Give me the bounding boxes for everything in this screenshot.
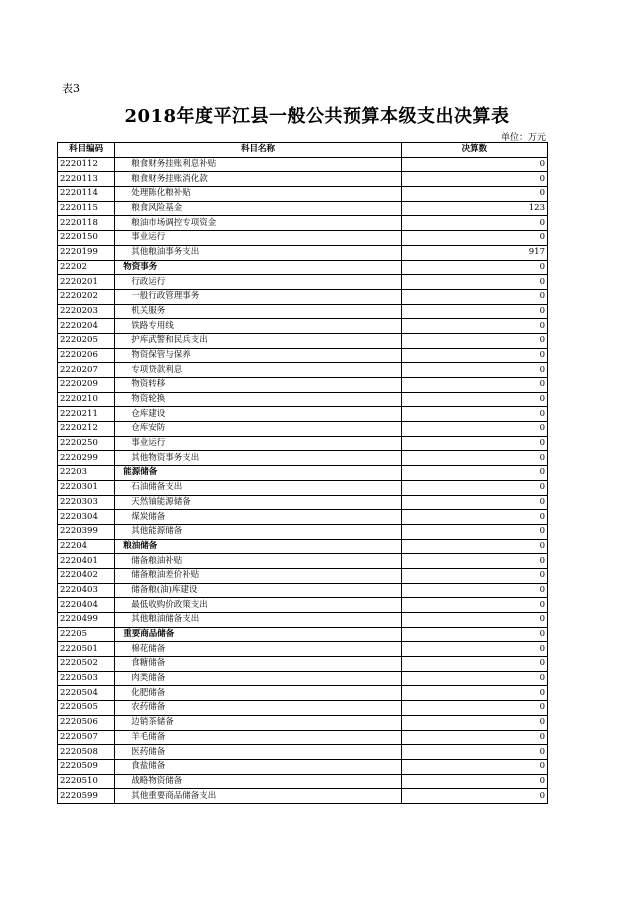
table-row [58,363,548,378]
table-row [58,701,548,716]
row-amount-cell: 0 [401,686,547,701]
row-name-cell: 物资保管与保养 [115,348,401,363]
row-name-cell: 护库武警和民兵支出 [115,333,401,348]
row-name-cell: 粮食财务挂账利息补贴 [115,157,401,172]
table-row [58,422,548,437]
table-row [58,583,548,598]
row-code-cell: 2220504 [58,686,115,701]
row-code-cell: 2220250 [58,436,115,451]
table-row [58,598,548,613]
row-code-cell: 2220112 [58,157,115,172]
table-header [58,143,548,158]
row-amount-cell: 0 [401,642,547,657]
row-code-cell: 2220510 [58,774,115,789]
table-row [58,275,548,290]
row-code-cell: 2220206 [58,348,115,363]
table-row [58,657,548,672]
row-amount-cell: 0 [401,216,547,231]
row-name-cell: 煤炭储备 [115,510,401,525]
row-code-cell: 22202 [58,260,115,275]
row-code-cell: 2220203 [58,304,115,319]
row-amount-cell: 0 [401,378,547,393]
row-amount-cell: 0 [401,495,547,510]
row-amount-cell: 0 [401,701,547,716]
row-amount-cell: 0 [401,172,547,187]
row-name-cell: 粮油市场调控专项资金 [115,216,401,231]
row-name-cell: 重要商品储备 [115,627,401,642]
page-title: 2018年度平江县一般公共预算本级支出决算表 [124,106,510,127]
row-amount-cell: 0 [401,187,547,202]
row-amount-cell: 0 [401,260,547,275]
row-amount-cell: 0 [401,157,547,172]
row-name-cell: 棉花储备 [115,642,401,657]
row-code-cell: 2220201 [58,275,115,290]
row-name-cell: 食糖储备 [115,657,401,672]
row-name-cell: 羊毛储备 [115,730,401,745]
row-name-cell: 边销茶储备 [115,715,401,730]
row-code-cell: 2220209 [58,378,115,393]
row-code-cell: 2220113 [58,172,115,187]
table-row [58,436,548,451]
row-code-cell: 2220508 [58,745,115,760]
row-name-cell: 储备粮油差价补贴 [115,568,401,583]
row-name-cell: 储备粮油补贴 [115,554,401,569]
row-amount-cell: 0 [401,319,547,334]
table-row [58,480,548,495]
budget-table [57,142,548,804]
row-code-cell: 2220204 [58,319,115,334]
row-amount-cell: 917 [401,245,547,260]
row-name-cell: 事业运行 [115,436,401,451]
row-amount-cell: 0 [401,407,547,422]
row-code-cell: 2220299 [58,451,115,466]
header-amount: 决算数 [401,143,547,158]
row-name-cell: 最低收购价政策支出 [115,598,401,613]
row-code-cell: 2220202 [58,289,115,304]
category-row [58,627,548,642]
row-name-cell: 肉类储备 [115,671,401,686]
row-code-cell: 2220399 [58,524,115,539]
row-name-cell: 粮食财务挂账消化款 [115,172,401,187]
table-row [58,789,548,804]
row-code-cell: 2220304 [58,510,115,525]
table-row [58,319,548,334]
table-row [58,495,548,510]
row-amount-cell: 0 [401,583,547,598]
row-amount-cell: 0 [401,333,547,348]
row-code-cell: 22204 [58,539,115,554]
row-code-cell: 2220118 [58,216,115,231]
table-row [58,745,548,760]
row-amount-cell: 0 [401,392,547,407]
table-number-label: 表3 [62,82,80,95]
row-name-cell: 其他粮油储备支出 [115,613,401,628]
table-row [58,392,548,407]
row-name-cell: 机关服务 [115,304,401,319]
row-name-cell: 物资转移 [115,378,401,393]
row-code-cell: 2220505 [58,701,115,716]
row-code-cell: 2220150 [58,231,115,246]
row-code-cell: 22203 [58,466,115,481]
table-row [58,451,548,466]
row-name-cell: 农药储备 [115,701,401,716]
table-row [58,613,548,628]
row-amount-cell: 0 [401,275,547,290]
row-amount-cell: 0 [401,789,547,804]
row-amount-cell: 0 [401,510,547,525]
row-amount-cell: 0 [401,715,547,730]
table-row [58,304,548,319]
table-row [58,157,548,172]
row-name-cell: 处理陈化粮补贴 [115,187,401,202]
row-code-cell: 2220114 [58,187,115,202]
table-row [58,671,548,686]
category-row [58,260,548,275]
row-name-cell: 一般行政管理事务 [115,289,401,304]
row-code-cell: 2220404 [58,598,115,613]
row-name-cell: 储备粮(油)库建设 [115,583,401,598]
row-amount-cell: 0 [401,466,547,481]
row-code-cell: 2220205 [58,333,115,348]
row-amount-cell: 0 [401,730,547,745]
row-code-cell: 2220502 [58,657,115,672]
table-row [58,289,548,304]
row-amount-cell: 0 [401,539,547,554]
table-row [58,231,548,246]
table-row [58,730,548,745]
row-name-cell: 化肥储备 [115,686,401,701]
row-code-cell: 2220401 [58,554,115,569]
row-name-cell: 铁路专用线 [115,319,401,334]
row-name-cell: 仓库建设 [115,407,401,422]
row-amount-cell: 0 [401,524,547,539]
table-row [58,568,548,583]
row-code-cell: 2220509 [58,759,115,774]
row-amount-cell: 0 [401,657,547,672]
table-row [58,216,548,231]
row-code-cell: 2220501 [58,642,115,657]
row-code-cell: 2220599 [58,789,115,804]
header-code: 科目编码 [58,143,115,158]
row-name-cell: 专项贷款利息 [115,363,401,378]
row-name-cell: 其他能源储备 [115,524,401,539]
row-amount-cell: 123 [401,201,547,216]
header-name: 科目名称 [115,143,401,158]
row-code-cell: 2220303 [58,495,115,510]
row-code-cell: 2220212 [58,422,115,437]
row-amount-cell: 0 [401,304,547,319]
row-name-cell: 医药储备 [115,745,401,760]
row-amount-cell: 0 [401,480,547,495]
table-row [58,759,548,774]
row-name-cell: 粮油储备 [115,539,401,554]
table-row [58,510,548,525]
row-name-cell: 仓库安防 [115,422,401,437]
row-name-cell: 天然铀能源储备 [115,495,401,510]
table-row [58,378,548,393]
table-row [58,407,548,422]
table-row [58,245,548,260]
row-amount-cell: 0 [401,422,547,437]
table-row [58,554,548,569]
table-row [58,774,548,789]
row-code-cell: 2220499 [58,613,115,628]
row-code-cell: 2220211 [58,407,115,422]
row-amount-cell: 0 [401,671,547,686]
row-code-cell: 2220115 [58,201,115,216]
row-amount-cell: 0 [401,451,547,466]
row-amount-cell: 0 [401,231,547,246]
row-name-cell: 粮食风险基金 [115,201,401,216]
row-name-cell: 事业运行 [115,231,401,246]
row-amount-cell: 0 [401,627,547,642]
row-amount-cell: 0 [401,745,547,760]
row-amount-cell: 0 [401,759,547,774]
row-code-cell: 2220503 [58,671,115,686]
row-code-cell: 2220507 [58,730,115,745]
table-row [58,686,548,701]
table-row [58,715,548,730]
row-amount-cell: 0 [401,568,547,583]
header-row [58,143,548,158]
row-amount-cell: 0 [401,348,547,363]
table-row [58,333,548,348]
row-amount-cell: 0 [401,363,547,378]
table-row [58,187,548,202]
row-name-cell: 能源储备 [115,466,401,481]
row-name-cell: 行政运行 [115,275,401,290]
row-code-cell: 2220207 [58,363,115,378]
category-row [58,466,548,481]
table-row [58,172,548,187]
row-name-cell: 石油储备支出 [115,480,401,495]
table-row [58,348,548,363]
row-name-cell: 物资事务 [115,260,401,275]
row-name-cell: 食盐储备 [115,759,401,774]
row-code-cell: 2220402 [58,568,115,583]
table-row [58,201,548,216]
row-amount-cell: 0 [401,598,547,613]
row-code-cell: 2220199 [58,245,115,260]
row-amount-cell: 0 [401,774,547,789]
row-code-cell: 2220301 [58,480,115,495]
table-body [58,157,548,803]
row-code-cell: 2220403 [58,583,115,598]
row-name-cell: 物资轮换 [115,392,401,407]
row-amount-cell: 0 [401,289,547,304]
row-amount-cell: 0 [401,554,547,569]
unit-label: 单位：万元 [500,133,546,143]
row-amount-cell: 0 [401,613,547,628]
row-code-cell: 22205 [58,627,115,642]
category-row [58,539,548,554]
table-row [58,642,548,657]
row-name-cell: 其他物资事务支出 [115,451,401,466]
row-amount-cell: 0 [401,436,547,451]
row-name-cell: 其他重要商品储备支出 [115,789,401,804]
table-row [58,524,548,539]
row-name-cell: 战略物资储备 [115,774,401,789]
row-name-cell: 其他粮油事务支出 [115,245,401,260]
row-code-cell: 2220210 [58,392,115,407]
row-code-cell: 2220506 [58,715,115,730]
